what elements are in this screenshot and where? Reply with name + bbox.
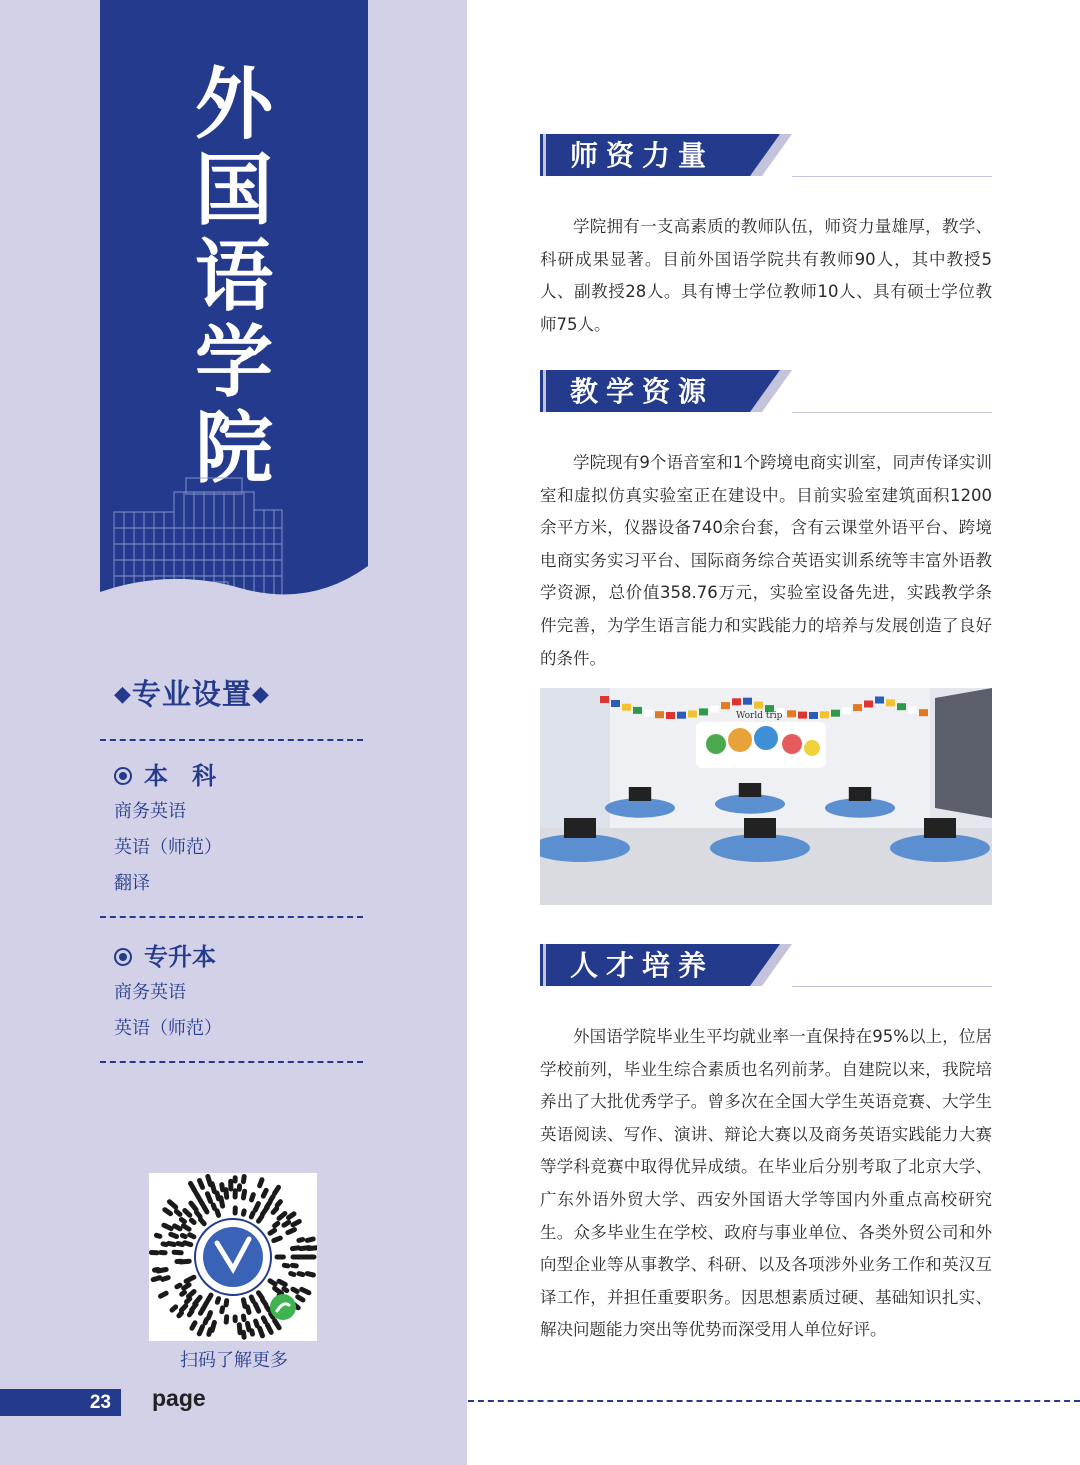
desk bbox=[715, 794, 785, 814]
qr-dash bbox=[307, 1274, 313, 1275]
qr-dash bbox=[191, 1203, 196, 1210]
flag bbox=[754, 702, 763, 709]
qr-dash bbox=[260, 1328, 263, 1336]
qr-dash bbox=[178, 1244, 183, 1245]
flag bbox=[732, 698, 741, 705]
flag bbox=[831, 710, 840, 717]
qr-dash bbox=[291, 1274, 294, 1275]
footer-divider bbox=[468, 1400, 1080, 1402]
qr-dash bbox=[163, 1278, 169, 1280]
qr-dash bbox=[217, 1193, 219, 1199]
qr-dash bbox=[251, 1213, 253, 1217]
qr-dash bbox=[299, 1240, 303, 1241]
college-title-char: 外 bbox=[194, 60, 273, 150]
monitor bbox=[744, 818, 776, 838]
qr-dash bbox=[190, 1235, 194, 1237]
flag bbox=[875, 697, 884, 704]
building-illustration bbox=[100, 470, 368, 610]
qr-dash bbox=[181, 1220, 184, 1222]
qr-dash bbox=[191, 1183, 196, 1191]
flag bbox=[908, 707, 917, 714]
section-header-faculty bbox=[540, 134, 992, 180]
qr-dash bbox=[251, 1297, 253, 1301]
circle-bullet-icon bbox=[114, 948, 132, 966]
flag bbox=[710, 706, 719, 713]
qr-dash bbox=[260, 1180, 262, 1186]
qr-dash bbox=[176, 1211, 180, 1214]
qr-dash bbox=[270, 1281, 275, 1284]
majors-heading bbox=[114, 672, 374, 713]
qr-dash bbox=[243, 1300, 245, 1307]
desk bbox=[605, 798, 675, 818]
qr-dash bbox=[187, 1299, 190, 1302]
qr-dash bbox=[217, 1211, 219, 1216]
qr-dash bbox=[267, 1202, 271, 1207]
qr-dash bbox=[273, 1208, 277, 1212]
flag bbox=[611, 700, 620, 707]
qr-dash bbox=[243, 1191, 244, 1198]
qr-dash bbox=[201, 1220, 205, 1224]
qr-dash bbox=[248, 1307, 250, 1313]
qr-dash bbox=[182, 1292, 185, 1294]
qr-dash bbox=[239, 1325, 240, 1333]
college-title-char: 国 bbox=[194, 146, 273, 236]
qr-dash bbox=[299, 1274, 303, 1275]
majors-heading-text: 专业设置 bbox=[131, 677, 252, 711]
flag bbox=[864, 701, 873, 708]
divider bbox=[100, 1061, 363, 1063]
qr-dash bbox=[252, 1331, 253, 1334]
flag bbox=[600, 696, 609, 703]
qr-dash bbox=[293, 1221, 299, 1224]
qr-dash bbox=[153, 1278, 160, 1280]
qr-dash bbox=[175, 1226, 180, 1229]
qr-dash bbox=[284, 1265, 288, 1266]
major-item: 英语（师范） bbox=[114, 837, 222, 858]
qr-dash bbox=[208, 1295, 211, 1300]
desk bbox=[710, 834, 810, 862]
qr-dash bbox=[226, 1317, 227, 1322]
qr-dash bbox=[292, 1248, 298, 1249]
qr-dash bbox=[169, 1243, 175, 1244]
qr-dash bbox=[275, 1223, 278, 1225]
major-item: 翻译 bbox=[114, 873, 150, 894]
qr-dash bbox=[256, 1321, 258, 1326]
desk bbox=[825, 798, 895, 818]
qr-dash bbox=[200, 1181, 203, 1188]
section-header-resources bbox=[540, 370, 992, 416]
qr-dash bbox=[165, 1210, 171, 1214]
qr-dash bbox=[263, 1318, 265, 1322]
left-panel bbox=[0, 0, 467, 1465]
qr-dash bbox=[185, 1211, 190, 1216]
qr-dash bbox=[279, 1214, 285, 1219]
qr-dash bbox=[171, 1234, 177, 1236]
qr-dash bbox=[263, 1190, 266, 1196]
qr-dash bbox=[182, 1235, 185, 1236]
flag bbox=[897, 703, 906, 710]
flag bbox=[820, 711, 829, 718]
qr-dash bbox=[161, 1293, 167, 1296]
monitor bbox=[849, 787, 871, 801]
qr-dash bbox=[184, 1226, 190, 1230]
flag bbox=[622, 704, 631, 711]
qr-dash bbox=[263, 1300, 266, 1305]
qr-dash bbox=[255, 1204, 258, 1211]
section-text-faculty: 学院拥有一支高素质的教师队伍，师资力量雄厚，教学、科研成果显著。目前外国语学院共有教师90人，其中教授5人、副教授28人。具有博士学位教师10人、具有硕士学位教师75人。 bbox=[540, 217, 992, 334]
flag bbox=[809, 712, 818, 719]
qr-dash bbox=[255, 1304, 258, 1311]
qr-dash bbox=[197, 1212, 201, 1216]
qr-dash bbox=[196, 1193, 199, 1198]
flag bbox=[787, 710, 796, 717]
monitor bbox=[739, 783, 761, 797]
qr-dash bbox=[163, 1244, 166, 1245]
flag bbox=[798, 712, 807, 719]
flag bbox=[677, 712, 686, 719]
monitor bbox=[564, 818, 596, 838]
qr-dash bbox=[274, 1238, 281, 1241]
qr-dash bbox=[275, 1321, 280, 1328]
college-title-char: 语 bbox=[194, 232, 273, 322]
divider bbox=[100, 739, 363, 741]
qr-dash bbox=[174, 1252, 181, 1253]
qr-dash bbox=[191, 1220, 194, 1222]
qr-dash bbox=[307, 1239, 313, 1240]
major-category-undergrad bbox=[114, 756, 216, 791]
qr-dash bbox=[155, 1270, 159, 1271]
section-text-talent: 外国语学院毕业生平均就业率一直保持在95%以上，位居学校前列，毕业生综合素质也名列前茅。自建院以来，我院培养出了大批优秀学子。曾多次在全国大学生英语竞赛、大学生英语阅读、写作、演讲、辩论大赛以及商务英语实践能力大赛等学科竞赛中取得优异成绩。在毕业后分别考取了北京大学、广东外语外贸大学、西安外国语大学等国内外重点高校研究生。众多毕业生在学校、政府与事业单位、各类外贸公司和外向型企业等从事教学、科研、以及各项涉外业务工作和英汉互译工作，并担任重要职务。因思想素质过硬、基础知识扎实、解决问题能力突出等优势而深受用人单位好评。 bbox=[540, 1027, 992, 1340]
major-item: 商务英语 bbox=[114, 982, 186, 1003]
qr-dash bbox=[309, 1248, 318, 1249]
diamond-icon: ◆ bbox=[114, 682, 132, 707]
qr-dash bbox=[208, 1176, 211, 1184]
qr-dash bbox=[205, 1320, 206, 1323]
qr-dash bbox=[284, 1222, 289, 1225]
section-header-talent bbox=[540, 944, 992, 990]
qr-dash bbox=[259, 1293, 263, 1298]
major-category-label: 本 科 bbox=[144, 762, 216, 790]
qr-dash bbox=[271, 1196, 274, 1200]
flag bbox=[644, 710, 653, 717]
qr-code[interactable] bbox=[149, 1173, 317, 1341]
qr-dash bbox=[222, 1308, 223, 1312]
flag bbox=[919, 709, 928, 716]
college-banner bbox=[100, 0, 368, 610]
qr-dash bbox=[177, 1285, 180, 1287]
qr-dash bbox=[170, 1202, 176, 1207]
qr-dash bbox=[201, 1309, 204, 1313]
qr-dash bbox=[164, 1225, 171, 1228]
qr-dash bbox=[248, 1323, 250, 1330]
qr-dash bbox=[226, 1190, 227, 1198]
flag bbox=[842, 707, 851, 714]
major-item: 英语（师范） bbox=[114, 1018, 222, 1039]
flag bbox=[666, 712, 675, 719]
college-title bbox=[100, 62, 368, 492]
qr-dash bbox=[179, 1313, 182, 1316]
section-text-resources: 学院现有9个语音室和1个跨境电商实训室，同声传译实训室和虚拟仿真实验室正在建设中。目前实验室建筑面积1200余平方米，仪器设备740余台套，含有云课堂外语平台、跨境电商实务实习平台、国际商务综合英语实训系统等丰富外语教学资源，总价值358.76万元，实验室设备先进，实践教学条件完善，为学生语言能力和实践能力的培养与发展创造了良好的条件。 bbox=[540, 453, 992, 668]
flag bbox=[721, 702, 730, 709]
page-number: 23 bbox=[0, 1389, 121, 1416]
section-rule bbox=[792, 176, 992, 177]
qr-dash bbox=[292, 1265, 296, 1266]
qr-dash bbox=[222, 1185, 223, 1190]
section-title: 师资力量 bbox=[570, 139, 715, 172]
section-title: 人才培养 bbox=[570, 949, 715, 982]
qr-dash bbox=[186, 1277, 194, 1281]
qr-dash bbox=[252, 1195, 254, 1200]
section-rule bbox=[792, 412, 992, 413]
major-item: 商务英语 bbox=[114, 801, 186, 822]
qr-dash bbox=[213, 1205, 214, 1209]
qr-dash bbox=[185, 1243, 191, 1245]
qr-dash bbox=[184, 1285, 189, 1288]
qr-dash bbox=[267, 1325, 271, 1333]
qr-dash bbox=[189, 1311, 192, 1315]
qr-dash bbox=[270, 1230, 275, 1233]
monitor bbox=[924, 818, 956, 838]
qr-dash bbox=[275, 1288, 282, 1293]
qr-dash bbox=[289, 1214, 295, 1218]
map-title: World trip bbox=[736, 711, 783, 721]
college-title-char: 院 bbox=[194, 404, 273, 494]
flag bbox=[633, 707, 642, 714]
qr-dash bbox=[277, 1202, 280, 1206]
language-lab-illustration bbox=[540, 688, 992, 905]
qr-dash bbox=[302, 1289, 309, 1292]
page-label: page bbox=[152, 1385, 206, 1411]
college-title-char: 学 bbox=[194, 318, 273, 408]
qr-dash bbox=[243, 1177, 244, 1182]
qr-caption: 扫码了解更多 bbox=[180, 1350, 288, 1371]
qr-dash bbox=[209, 1330, 211, 1335]
qr-dash bbox=[275, 1187, 279, 1193]
qr-dash bbox=[243, 1332, 244, 1337]
qr-dash bbox=[288, 1230, 295, 1233]
flag bbox=[743, 698, 752, 705]
major-category-label: 专升本 bbox=[144, 943, 216, 971]
qr-dash bbox=[189, 1292, 195, 1297]
monitor bbox=[629, 787, 651, 801]
flag bbox=[655, 711, 664, 718]
qr-code-graphic bbox=[149, 1173, 317, 1341]
section-title: 教学资源 bbox=[570, 375, 715, 408]
language-lab-photo bbox=[540, 688, 992, 905]
qr-dash bbox=[221, 1198, 223, 1206]
qr-dash bbox=[293, 1289, 297, 1291]
qr-dash bbox=[279, 1281, 285, 1284]
qr-dash bbox=[181, 1306, 185, 1310]
qr-dash bbox=[192, 1323, 195, 1328]
qr-dash bbox=[243, 1211, 244, 1214]
qr-dash bbox=[243, 1316, 244, 1320]
qr-dash bbox=[298, 1297, 303, 1300]
qr-dash bbox=[172, 1307, 176, 1310]
qr-dash bbox=[208, 1313, 210, 1318]
desk bbox=[890, 834, 990, 862]
qr-dash bbox=[226, 1301, 227, 1305]
qr-dash bbox=[207, 1194, 210, 1202]
flag bbox=[699, 708, 708, 715]
qr-dash bbox=[199, 1327, 202, 1334]
qr-dash bbox=[217, 1299, 218, 1303]
qr-dash bbox=[267, 1307, 269, 1310]
qr-dash bbox=[259, 1216, 262, 1221]
diamond-icon: ◆ bbox=[251, 682, 270, 707]
qr-dash bbox=[156, 1235, 160, 1236]
qr-dash bbox=[284, 1289, 287, 1291]
divider bbox=[100, 916, 363, 918]
flag bbox=[853, 704, 862, 711]
section-rule bbox=[792, 986, 992, 987]
flag bbox=[688, 711, 697, 718]
circle-bullet-icon bbox=[114, 767, 132, 785]
qr-dash bbox=[200, 1200, 203, 1205]
flag bbox=[886, 699, 895, 706]
major-category-upgrade bbox=[114, 937, 216, 972]
